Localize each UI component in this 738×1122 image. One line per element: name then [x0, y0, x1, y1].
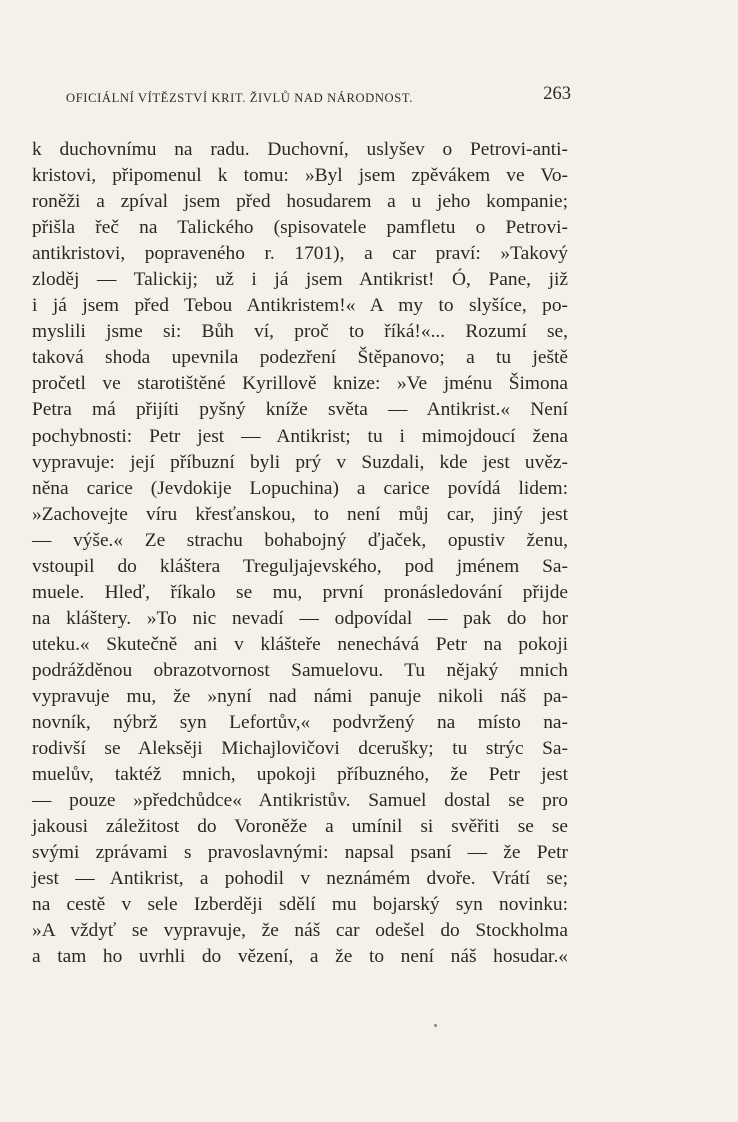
text-line: vypravuje mu, že »nyní nad námi panuje nikoli náš pa-	[32, 685, 568, 707]
text-line: taková shoda upevnila podezření Štěpanovo; a tu ještě	[32, 347, 568, 369]
text-line: přišla řeč na Talického (spisovatele pamfletu o Petrovi-	[32, 217, 568, 239]
text-line: uteku.« Skutečně ani v klášteře nenechává Petr na pokoji	[32, 633, 568, 655]
text-line: něna carice (Jevdokije Lopuchina) a carice povídá lidem:	[32, 477, 568, 499]
text-line: pochybnosti: Petr jest — Antikrist; tu i mimojdoucí žena	[32, 425, 568, 447]
text-line: i já jsem před Tebou Antikristem!« A my to slyšíce, po-	[32, 295, 568, 317]
text-line: novník, nýbrž syn Lefortův,« podvržený na místo na-	[32, 712, 568, 734]
text-line: muele. Hleď, říkalo se mu, první pronásledování přijde	[32, 581, 568, 603]
text-line: Petra má přijíti pyšný kníže světa — Antikrist.« Není	[32, 399, 568, 421]
running-title: OFICIÁLNÍ VÍTĚZSTVÍ KRIT. ŽIVLŮ NAD NÁRODNOST.	[66, 91, 413, 105]
page-number: 263	[543, 84, 571, 104]
paper-speck	[434, 1024, 437, 1027]
text-line: vypravuje: její příbuzní byli prý v Suzdali, kde jest uvěz-	[32, 451, 568, 473]
text-line: na cestě v sele Izberději sdělí mu bojarský syn novinku:	[32, 894, 568, 916]
text-line: k duchovnímu na radu. Duchovní, uslyšev o Petrovi-anti-	[32, 139, 568, 160]
text-line: rodivší se Aleksěji Michajlovičovi dcerušky; tu strýc Sa-	[32, 738, 568, 760]
text-line: jakousi záležitost do Voroněže a umínil si svěřiti se se	[32, 816, 568, 838]
text-line: pročetl ve starotištěné Kyrillově knize: »Ve jménu Šimona	[32, 373, 568, 395]
text-line: — pouze »předchůdce« Antikristův. Samuel dostal se pro	[32, 790, 568, 812]
text-line: »Zachovejte víru křesťanskou, to není můj car, jiný jest	[32, 503, 568, 525]
text-line: jest — Antikrist, a pohodil v neznámém dvoře. Vrátí se;	[32, 868, 568, 890]
text-line: zloděj — Talickij; už i já jsem Antikrist! Ó, Pane, již	[32, 269, 568, 291]
text-line: »A vždyť se vypravuje, že náš car odešel do Stockholma	[32, 920, 568, 942]
text-line: na kláštery. »To nic nevadí — odpovídal — pak do hor	[32, 607, 568, 629]
text-line: muelův, taktéž mnich, upokoji příbuzného, že Petr jest	[32, 764, 568, 786]
text-line: — výše.« Ze strachu bohabojný ďjaček, opustiv ženu,	[32, 529, 568, 551]
text-line: kristovi, připomenul k tomu: »Byl jsem zpěvákem ve Vo-	[32, 165, 568, 187]
text-line: svými zprávami s pravoslavnými: napsal psaní — že Petr	[32, 842, 568, 864]
text-line: vstoupil do kláštera Treguljajevského, pod jménem Sa-	[32, 555, 568, 577]
text-line: podrážděnou obrazotvornost Samuelovu. Tu nějaký mnich	[32, 659, 568, 681]
text-line: myslili jsme si: Bůh ví, proč to říká!«... Rozumí se,	[32, 321, 568, 343]
text-line: antikristovi, popraveného r. 1701), a car praví: »Takový	[32, 243, 568, 265]
text-line: roněži a zpíval jsem před hosudarem a u jeho kompanie;	[32, 191, 568, 213]
body-text	[32, 137, 568, 971]
text-line: a tam ho uvrhli do vězení, a že to není náš hosudar.«	[32, 946, 568, 968]
